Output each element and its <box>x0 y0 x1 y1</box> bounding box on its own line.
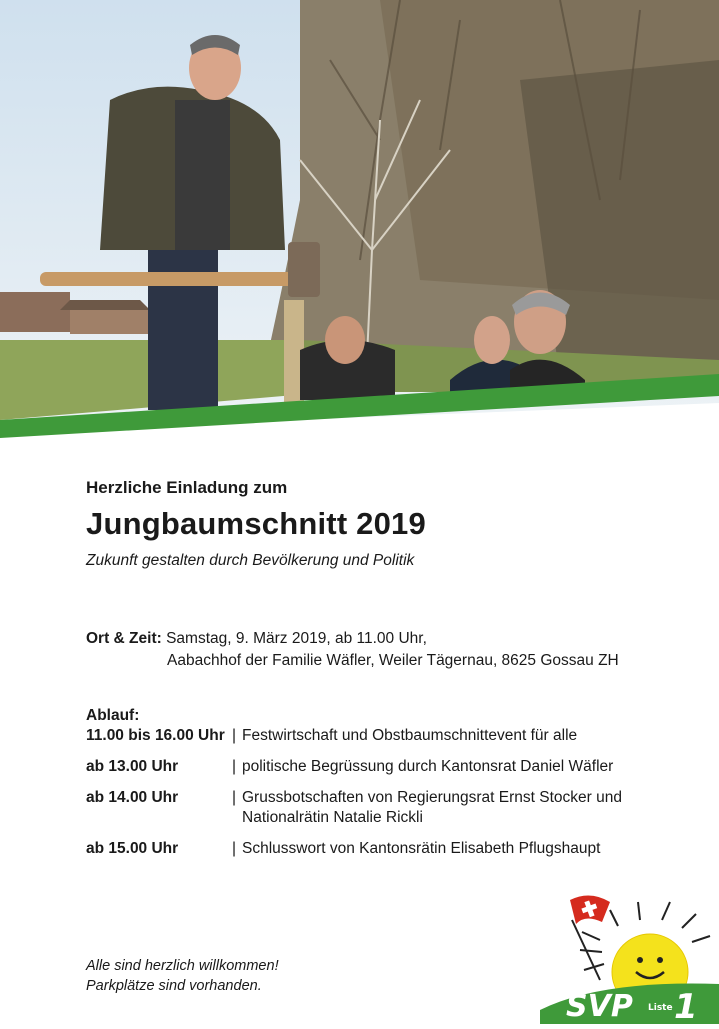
schedule-separator: | <box>232 727 237 744</box>
liste-number: 1 <box>674 987 698 1024</box>
schedule-time: ab 15.00 Uhr <box>86 840 179 857</box>
schedule-desc: politische Begrüssung durch Kantonsrat Daniel Wäfler <box>242 758 614 775</box>
schedule-separator: | <box>232 789 237 806</box>
location-line: Aabachhof der Familie Wäfler, Weiler Tägernau, 8625 Gossau ZH <box>167 652 619 669</box>
tagline: Zukunft gestalten durch Bevölkerung und Politik <box>86 552 415 569</box>
schedule-time: ab 14.00 Uhr <box>86 789 179 806</box>
page-title: Jungbaumschnitt 2019 <box>86 506 426 541</box>
schedule-separator: | <box>232 840 237 857</box>
schedule-desc-line1: Grussbotschaften von Regierungsrat Ernst Stocker und <box>242 789 622 806</box>
schedule-time: 11.00 bis 16.00 Uhr <box>86 727 225 744</box>
schedule-separator: | <box>232 758 237 775</box>
parking-line: Parkplätze sind vorhanden. <box>86 978 262 994</box>
date-line: Samstag, 9. März 2019, ab 11.00 Uhr, <box>166 630 427 647</box>
svp-wordmark: SVP <box>566 989 633 1024</box>
subtitle: Herzliche Einladung zum <box>86 478 288 497</box>
schedule-heading: Ablauf: <box>86 707 140 724</box>
header-photo <box>0 0 719 440</box>
schedule-time: ab 13.00 Uhr <box>86 758 179 775</box>
place-time-label: Ort & Zeit: <box>86 630 162 647</box>
schedule-desc: Schlusswort von Kantonsrätin Elisabeth Pflugshaupt <box>242 840 601 857</box>
invitation-header <box>86 478 686 570</box>
schedule-row <box>86 726 686 746</box>
svp-logo <box>540 880 719 1024</box>
liste-label: Liste <box>648 1003 673 1013</box>
schedule-desc-line2: Nationalrätin Natalie Rickli <box>242 809 423 826</box>
schedule-row <box>86 839 686 859</box>
schedule-row <box>86 757 686 777</box>
schedule-desc <box>242 788 686 828</box>
welcome-line: Alle sind herzlich willkommen! <box>86 958 279 974</box>
place-and-time <box>86 628 619 672</box>
footer-note <box>86 956 279 996</box>
schedule-desc: Festwirtschaft und Obstbaumschnittevent für alle <box>242 727 578 744</box>
tree-planting-illustration <box>0 0 719 440</box>
schedule <box>86 706 686 859</box>
schedule-row <box>86 788 686 828</box>
